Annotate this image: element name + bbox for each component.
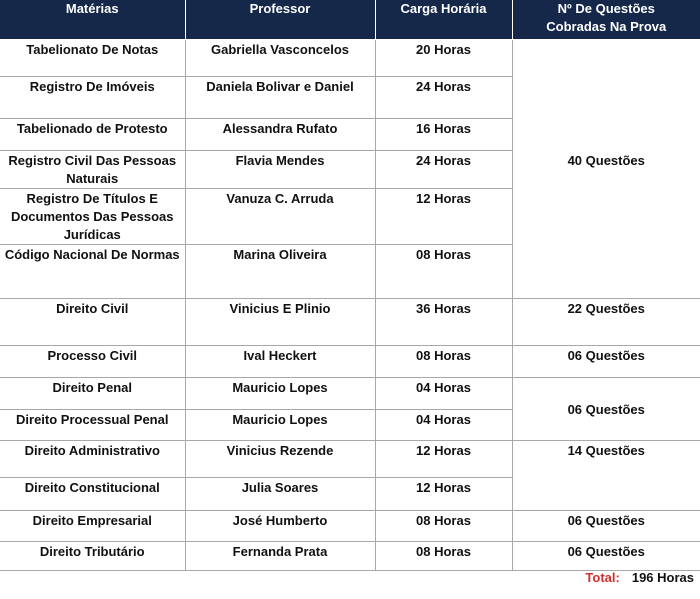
carga-cell: 12 Horas xyxy=(375,441,512,478)
carga-cell: 08 Horas xyxy=(375,346,512,378)
carga-cell: 24 Horas xyxy=(375,77,512,119)
materia-cell: Direito Processual Penal xyxy=(0,410,185,441)
professor-cell: Alessandra Rufato xyxy=(185,119,375,151)
carga-cell: 12 Horas xyxy=(375,478,512,511)
questoes-cell: 06 Questões xyxy=(512,378,700,441)
header-row xyxy=(0,0,700,40)
header-professor: Professor xyxy=(185,0,375,40)
table-row xyxy=(0,511,700,542)
materia-cell: Direito Administrativo xyxy=(0,441,185,478)
questoes-cell: 06 Questões xyxy=(512,346,700,378)
table-row xyxy=(0,299,700,346)
materia-cell: Direito Constitucional xyxy=(0,478,185,511)
materia-cell: Direito Tributário xyxy=(0,542,185,571)
carga-cell: 12 Horas xyxy=(375,189,512,245)
professor-cell: Mauricio Lopes xyxy=(185,410,375,441)
professor-cell: Ival Heckert xyxy=(185,346,375,378)
questoes-cell: 06 Questões xyxy=(512,511,700,542)
materia-cell: Código Nacional De Normas xyxy=(0,245,185,299)
professor-cell: Marina Oliveira xyxy=(185,245,375,299)
professor-cell: Vinicius Rezende xyxy=(185,441,375,478)
materia-cell: Registro Civil Das Pessoas Naturais xyxy=(0,151,185,189)
table-row xyxy=(0,40,700,77)
materia-cell: Registro De Imóveis xyxy=(0,77,185,119)
carga-cell: 16 Horas xyxy=(375,119,512,151)
questoes-cell: 22 Questões xyxy=(512,299,700,346)
professor-cell: José Humberto xyxy=(185,511,375,542)
carga-cell: 04 Horas xyxy=(375,378,512,410)
professor-cell: Vanuza C. Arruda xyxy=(185,189,375,245)
header-questoes-line2: Cobradas Na Prova xyxy=(546,19,667,34)
table-row xyxy=(0,346,700,378)
professor-cell: Fernanda Prata xyxy=(185,542,375,571)
questoes-cell: 40 Questões xyxy=(512,40,700,299)
table-row xyxy=(0,378,700,410)
professor-cell: Daniela Bolivar e Daniel xyxy=(185,77,375,119)
materia-cell: Direito Civil xyxy=(0,299,185,346)
questoes-cell: 06 Questões xyxy=(512,542,700,571)
professor-cell: Flavia Mendes xyxy=(185,151,375,189)
carga-cell: 20 Horas xyxy=(375,40,512,77)
header-questoes xyxy=(512,0,700,40)
professor-cell: Vinicius E Plinio xyxy=(185,299,375,346)
materia-cell: Direito Penal xyxy=(0,378,185,410)
materia-cell: Registro De Títulos E Documentos Das Pessoas Jurídicas xyxy=(0,189,185,245)
header-carga-horaria: Carga Horária xyxy=(375,0,512,40)
carga-cell: 36 Horas xyxy=(375,299,512,346)
table-row xyxy=(0,441,700,478)
materia-cell: Direito Empresarial xyxy=(0,511,185,542)
carga-cell: 24 Horas xyxy=(375,151,512,189)
carga-cell: 04 Horas xyxy=(375,410,512,441)
questoes-cell: 14 Questões xyxy=(512,441,700,511)
header-questoes-line1: Nº De Questões xyxy=(557,1,655,16)
carga-cell: 08 Horas xyxy=(375,245,512,299)
professor-cell: Gabriella Vasconcelos xyxy=(185,40,375,77)
materia-cell: Tabelionado de Protesto xyxy=(0,119,185,151)
carga-cell: 08 Horas xyxy=(375,542,512,571)
professor-cell: Julia Soares xyxy=(185,478,375,511)
total-value: 196 Horas xyxy=(631,570,694,585)
materia-cell: Processo Civil xyxy=(0,346,185,378)
total-summary xyxy=(585,570,694,586)
header-materias: Matérias xyxy=(0,0,185,40)
materia-cell: Tabelionato De Notas xyxy=(0,40,185,77)
total-label: Total: xyxy=(585,570,620,585)
professor-cell: Mauricio Lopes xyxy=(185,378,375,410)
table-row xyxy=(0,542,700,571)
carga-cell: 08 Horas xyxy=(375,511,512,542)
